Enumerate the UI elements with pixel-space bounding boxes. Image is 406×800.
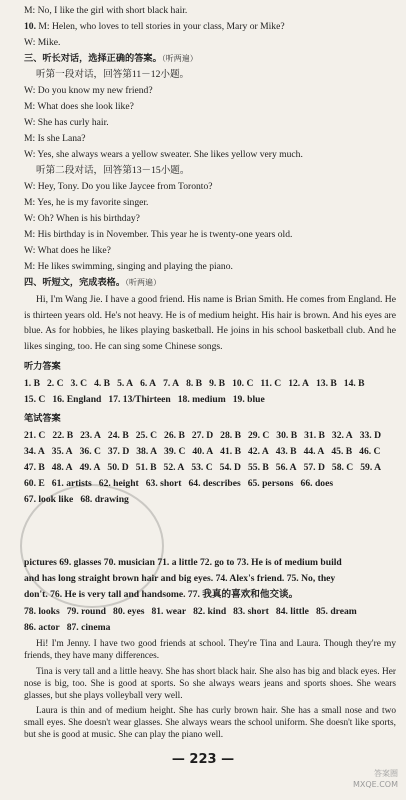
written-answer-line: and has long straight brown hair and big eyes. 74. Alex's friend. 75. No, they: [24, 573, 336, 584]
written-answer-list-2: [24, 604, 396, 636]
answer-item: 64. describes: [188, 478, 241, 489]
answer-item: 60. E: [24, 478, 45, 489]
answer-item: 51. B: [135, 462, 157, 473]
answer-item: 37. D: [107, 446, 130, 457]
written-answer-line: pictures 69. glasses 70. musician 71. a little 72. go to 73. He is of medium build: [24, 557, 342, 568]
passage-paragraph: Hi, I'm Wang Jie. I have a good friend. His name is Brian Smith. He comes from England. He is thirteen years old. He's not heavy. He is of medium height. His hair is brown. And his eyes are blue. As for hobbies, he likes playing basketball. He joins in his school basketball club. And he likes singing, too. He can sing some Chinese songs.: [24, 294, 396, 352]
dialogue-line: W: Yes, she always wears a yellow sweater. She likes yellow very much.: [24, 149, 303, 160]
answer-item: 22. B: [52, 430, 74, 441]
dialogue-text: M: Helen, who loves to tell stories in your class, Mary or Mike?: [38, 21, 285, 32]
section-note: （听两遍）: [125, 278, 162, 287]
answer-item: 18. medium: [177, 394, 226, 405]
answer-item: 66. does: [300, 478, 334, 489]
instruction: 听第二段对话，回答第13－15小题。: [36, 165, 190, 176]
answer-item: 59. A: [360, 462, 382, 473]
answer-item: 45. B: [331, 446, 353, 457]
dialogue-line: W: She has curly hair.: [24, 117, 109, 128]
dialogue-line: W: Hey, Tony. Do you like Jaycee from Toronto?: [24, 181, 213, 192]
answer-item: 56. A: [275, 462, 297, 473]
dialogue-line: M: What does she look like?: [24, 101, 134, 112]
answer-item: 10. C: [232, 378, 254, 389]
answer-item: 7. A: [163, 378, 180, 389]
answer-item: 78. looks: [24, 606, 60, 617]
answer-item: 80. eyes: [113, 606, 145, 617]
answer-item: 68. drawing: [80, 494, 129, 505]
answer-item: 36. C: [79, 446, 101, 457]
answer-item: 83. short: [233, 606, 269, 617]
answer-item: 82. kind: [193, 606, 227, 617]
answer-item: 13. B: [315, 378, 337, 389]
listening-answer-list: [24, 376, 396, 408]
answer-item: 21. C: [24, 430, 46, 441]
dialogue-line: M: His birthday is in November. This year he is twenty-one years old.: [24, 229, 293, 240]
answer-item: 25. C: [135, 430, 158, 441]
watermark-text: 答案圈: [374, 769, 398, 778]
passage-paragraph: Tina is very tall and a little heavy. She has short black hair. She also has big and black eyes. Her nose is big, too. She is good at sports. So she always wears jeans and sports shoes. She wears glasses, but she plays volleyball very well.: [24, 667, 396, 702]
answer-item: 57. D: [303, 462, 325, 473]
dialogue-line: W: Do you know my new friend?: [24, 85, 153, 96]
answer-item: 41. B: [220, 446, 241, 457]
answer-item: 79. round: [66, 606, 107, 617]
answer-item: 24. B: [107, 430, 129, 441]
item-number: 10.: [24, 21, 36, 32]
answer-item: 42. A: [247, 446, 269, 457]
answer-item: 65. persons: [247, 478, 294, 489]
answer-item: 63. short: [145, 478, 182, 489]
answer-item: 4. B: [94, 378, 111, 389]
answer-item: 58. C: [331, 462, 354, 473]
answers-heading: [24, 412, 396, 425]
answer-item: 61. artists: [51, 478, 92, 489]
section-note: （听两遍）: [161, 54, 198, 63]
answer-item: 30. B: [276, 430, 298, 441]
answer-item: 62. height: [98, 478, 139, 489]
passage-paragraph: Hi! I'm Jenny. I have two good friends at school. They're Tina and Laura. Though they're my friends, they have many differences.: [24, 639, 396, 662]
answer-item: 84. little: [275, 606, 309, 617]
answer-item: 49. A: [79, 462, 101, 473]
answer-item: 31. B: [304, 430, 325, 441]
dialogue-line: W: What does he like?: [24, 245, 111, 256]
listening-answers-title: 听力答案: [24, 361, 61, 372]
dialogue-line: M: No, I like the girl with short black hair.: [24, 5, 188, 16]
dialogue-line: M: He likes swimming, singing and playing the piano.: [24, 261, 233, 272]
page-number: — 223 —: [171, 752, 235, 767]
answer-item: 35. A: [51, 446, 73, 457]
answer-item: 11. C: [260, 378, 282, 389]
answer-item: 39. C: [164, 446, 186, 457]
answer-item: 5. A: [117, 378, 134, 389]
answers-heading: [24, 360, 396, 373]
watermark-url: MXQE.COM: [352, 780, 398, 789]
answer-item: 1. B: [24, 378, 40, 389]
answer-item: 28. B: [220, 430, 241, 441]
dialogue-line: W: Oh? When is his birthday?: [24, 213, 140, 224]
answer-item: 40. A: [192, 446, 214, 457]
answer-item: 87. cinema: [66, 622, 111, 633]
answer-item: 3. C: [70, 378, 88, 389]
answer-item: 85. dream: [315, 606, 357, 617]
answer-item: 53. C: [191, 462, 213, 473]
dialogue-line: W: Mike.: [24, 37, 61, 48]
answer-item: 67. look like: [24, 494, 74, 505]
answer-item: 2. C: [47, 378, 64, 389]
answer-item: 86. actor: [24, 622, 60, 633]
written-answer-list: [24, 428, 396, 508]
answer-item: 26. B: [164, 430, 185, 441]
instruction: 听第一段对话，回答第11－12小题。: [36, 69, 190, 80]
answer-item: 54. D: [219, 462, 241, 473]
section-heading: [24, 276, 396, 289]
answer-item: 8. B: [186, 378, 203, 389]
answer-item: 34. A: [24, 446, 45, 457]
answer-item: 23. A: [80, 430, 101, 441]
answer-item: 19. blue: [232, 394, 265, 405]
answer-item: 6. A: [140, 378, 157, 389]
dialogue-line: [24, 20, 396, 33]
dialogue-line: M: Yes, he is my favorite singer.: [24, 197, 149, 208]
answer-item: 16. England: [52, 394, 102, 405]
answer-item: 52. A: [163, 462, 185, 473]
section-title: 四、听短文，完成表格。: [24, 277, 126, 288]
answer-item: 43. B: [275, 446, 297, 457]
answer-item: 38. A: [136, 446, 158, 457]
answer-item: 81. wear: [151, 606, 187, 617]
answer-item: 47. B: [24, 462, 45, 473]
answer-item: 33. D: [359, 430, 382, 441]
written-answer-line: don't. 76. He is very tall and handsome. 77. 我真的喜欢和他交谈。: [24, 589, 299, 600]
written-answers-title: 笔试答案: [24, 413, 61, 424]
answer-item: 32. A: [331, 430, 353, 441]
answer-item: 50. D: [107, 462, 129, 473]
answer-item: 12. A: [288, 378, 309, 389]
watermark-logo: [353, 768, 398, 790]
answer-item: 27. D: [191, 430, 214, 441]
answer-item: 17. 13/Thirteen: [108, 394, 171, 405]
answer-item: 15. C: [24, 394, 46, 405]
passage-paragraph: Laura is thin and of medium height. She has curly brown hair. She has a small nose and two small eyes. She doesn't wear glasses. She always wears the school uniform. She doesn't like sports, but she is good at music. She can play the piano well.: [24, 706, 396, 741]
answer-item: 14. B: [343, 378, 365, 389]
answer-item: 48. A: [51, 462, 73, 473]
dialogue-line: M: Is she Lana?: [24, 133, 86, 144]
answer-item: 44. A: [303, 446, 325, 457]
section-heading: [24, 52, 396, 65]
answer-item: 55. B: [247, 462, 269, 473]
answer-item: 29. C: [247, 430, 270, 441]
answer-item: 9. B: [209, 378, 226, 389]
section-title: 三、听长对话，选择正确的答案。: [24, 53, 162, 64]
answer-item: 46. C: [359, 446, 381, 457]
